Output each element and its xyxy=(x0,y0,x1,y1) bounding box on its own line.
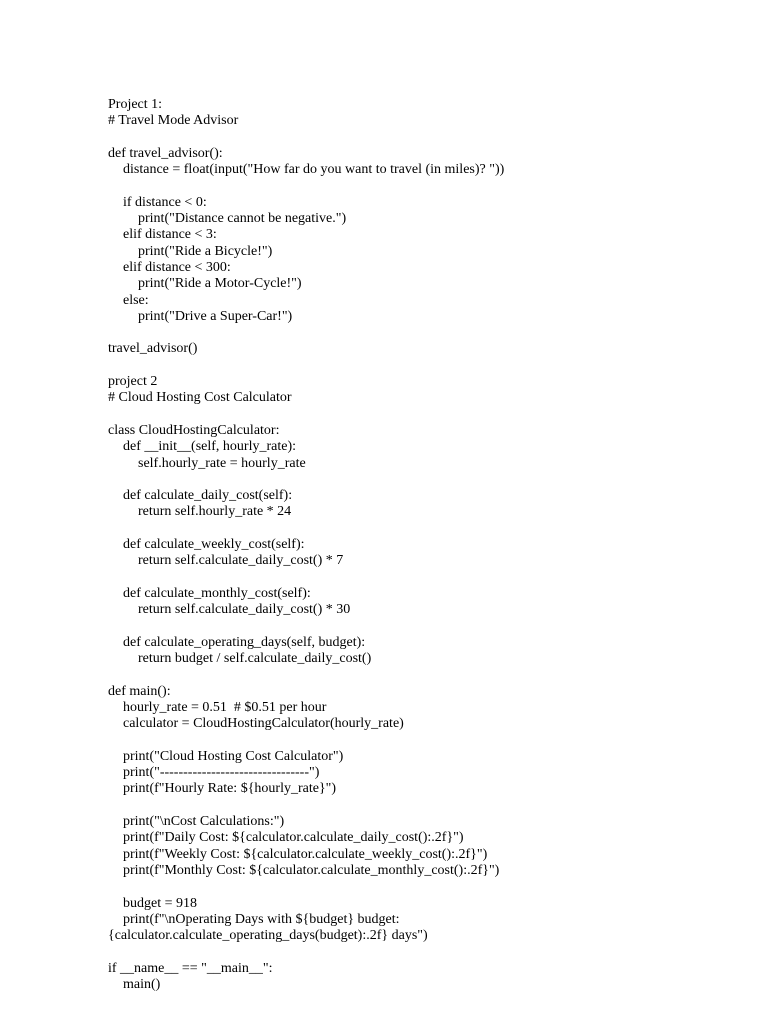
text-line: def calculate_daily_cost(self): xyxy=(123,488,293,504)
text-line: def __init__(self, hourly_rate): xyxy=(123,439,297,455)
text-line: distance = float(input("How far do you want to travel (in miles)? ")) xyxy=(123,162,505,178)
document-page xyxy=(108,97,748,993)
text-line xyxy=(108,667,748,683)
text-line: project 2 xyxy=(108,374,158,390)
text-line: {calculator.calculate_operating_days(budget):.2f} days") xyxy=(108,928,428,944)
text-line: print(f"Monthly Cost: ${calculator.calculate_monthly_cost():.2f}") xyxy=(123,862,500,878)
text-line: def calculate_monthly_cost(self): xyxy=(123,585,311,601)
text-line: def travel_advisor(): xyxy=(108,145,223,161)
text-line: def main(): xyxy=(108,683,171,699)
text-line: print(f"\nOperating Days with ${budget} budget: xyxy=(123,911,400,927)
text-line: elif distance < 300: xyxy=(123,259,231,275)
text-line xyxy=(108,798,748,814)
text-line: print("\nCost Calculations:") xyxy=(123,814,285,830)
text-line xyxy=(108,879,748,895)
text-line: return budget / self.calculate_daily_cost() xyxy=(138,651,372,667)
text-line xyxy=(108,619,748,635)
text-line xyxy=(108,733,748,749)
text-line: if distance < 0: xyxy=(123,194,207,210)
text-line: print(f"Daily Cost: ${calculator.calculate_daily_cost():.2f}") xyxy=(123,830,464,846)
text-line: return self.calculate_daily_cost() * 7 xyxy=(138,553,344,569)
text-line: class CloudHostingCalculator: xyxy=(108,422,280,438)
text-line: print("Cloud Hosting Cost Calculator") xyxy=(123,748,344,764)
text-line: print("--------------------------------") xyxy=(123,765,320,781)
text-line xyxy=(108,472,748,488)
text-line: print("Ride a Bicycle!") xyxy=(138,243,273,259)
text-line: # Cloud Hosting Cost Calculator xyxy=(108,390,292,406)
text-line: return self.calculate_daily_cost() * 30 xyxy=(138,602,351,618)
text-line: travel_advisor() xyxy=(108,341,198,357)
text-line: # Travel Mode Advisor xyxy=(108,113,239,129)
text-line xyxy=(108,130,748,146)
text-line: print(f"Weekly Cost: ${calculator.calculate_weekly_cost():.2f}") xyxy=(123,846,488,862)
text-line xyxy=(108,358,748,374)
text-line xyxy=(108,944,748,960)
text-line xyxy=(108,178,748,194)
text-line: return self.hourly_rate * 24 xyxy=(138,504,292,520)
text-line: self.hourly_rate = hourly_rate xyxy=(138,455,306,471)
text-line: elif distance < 3: xyxy=(123,227,217,243)
text-line xyxy=(108,521,748,537)
text-line xyxy=(108,570,748,586)
text-line: print("Distance cannot be negative.") xyxy=(138,211,347,227)
text-line: if __name__ == "__main__": xyxy=(108,960,273,976)
text-line: def calculate_weekly_cost(self): xyxy=(123,537,305,553)
text-line: print("Ride a Motor-Cycle!") xyxy=(138,276,302,292)
text-line xyxy=(108,407,748,423)
text-line: else: xyxy=(123,292,149,308)
text-line: budget = 918 xyxy=(123,895,197,911)
text-line: print(f"Hourly Rate: ${hourly_rate}") xyxy=(123,781,337,797)
text-line: def calculate_operating_days(self, budget): xyxy=(123,634,366,650)
text-line: hourly_rate = 0.51 # $0.51 per hour xyxy=(123,699,327,715)
text-line: calculator = CloudHostingCalculator(hourly_rate) xyxy=(123,716,404,732)
text-line: print("Drive a Super-Car!") xyxy=(138,308,293,324)
text-line: Project 1: xyxy=(108,97,163,112)
text-line: main() xyxy=(123,977,161,993)
text-line xyxy=(108,325,748,341)
